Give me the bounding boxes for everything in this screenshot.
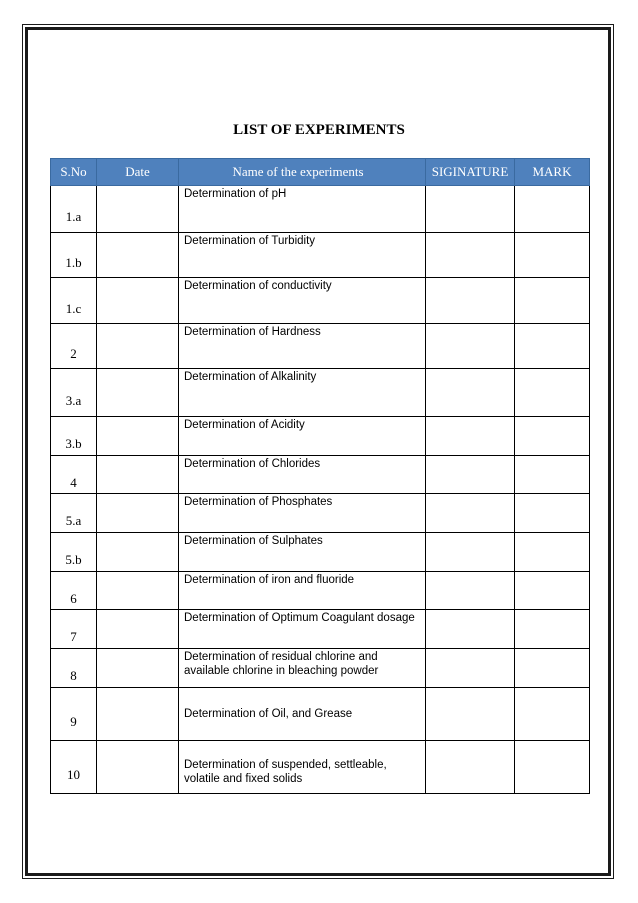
signature-cell[interactable]: [426, 533, 515, 572]
experiment-name-cell: Determination of Oil, and Grease: [179, 688, 426, 741]
experiment-name-cell: Determination of iron and fluoride: [179, 572, 426, 610]
sno-cell: 10: [51, 741, 97, 794]
sno-cell: 7: [51, 610, 97, 649]
table-row: [51, 610, 590, 649]
experiment-name-cell: Determination of Optimum Coagulant dosage: [179, 610, 426, 649]
experiment-name-cell: Determination of Hardness: [179, 324, 426, 369]
table-row: [51, 324, 590, 369]
date-cell[interactable]: [97, 688, 179, 741]
mark-cell[interactable]: [515, 456, 590, 494]
page-title: LIST OF EXPERIMENTS: [233, 122, 405, 138]
experiment-name-cell: Determination of Alkalinity: [179, 369, 426, 417]
experiment-name-cell: Determination of Turbidity: [179, 233, 426, 278]
experiments-table: [50, 158, 590, 794]
sno-cell: 5.b: [51, 533, 97, 572]
sno-cell: 6: [51, 572, 97, 610]
mark-cell[interactable]: [515, 233, 590, 278]
date-cell[interactable]: [97, 741, 179, 794]
experiment-name-cell: Determination of Phosphates: [179, 494, 426, 533]
sno-cell: 5.a: [51, 494, 97, 533]
table-header-row: [51, 159, 590, 186]
date-cell[interactable]: [97, 417, 179, 456]
mark-cell[interactable]: [515, 533, 590, 572]
signature-cell[interactable]: [426, 417, 515, 456]
table-row: [51, 278, 590, 324]
mark-cell[interactable]: [515, 649, 590, 688]
sno-cell: 1.b: [51, 233, 97, 278]
sno-cell: 4: [51, 456, 97, 494]
signature-cell[interactable]: [426, 572, 515, 610]
signature-cell[interactable]: [426, 649, 515, 688]
date-cell[interactable]: [97, 186, 179, 233]
table-row: [51, 456, 590, 494]
table-row: [51, 369, 590, 417]
signature-cell[interactable]: [426, 610, 515, 649]
table-row: [51, 649, 590, 688]
header-date: Date: [97, 159, 179, 186]
experiment-name-cell: Determination of suspended, settleable, volatile and fixed solids: [179, 741, 426, 794]
table-row: [51, 533, 590, 572]
signature-cell[interactable]: [426, 324, 515, 369]
table-row: [51, 233, 590, 278]
header-signature: SIGINATURE: [426, 159, 515, 186]
date-cell[interactable]: [97, 233, 179, 278]
sno-cell: 1.c: [51, 278, 97, 324]
experiment-name-cell: Determination of Acidity: [179, 417, 426, 456]
date-cell[interactable]: [97, 572, 179, 610]
mark-cell[interactable]: [515, 369, 590, 417]
experiment-name-cell: Determination of Sulphates: [179, 533, 426, 572]
experiment-name-cell: Determination of conductivity: [179, 278, 426, 324]
date-cell[interactable]: [97, 456, 179, 494]
signature-cell[interactable]: [426, 233, 515, 278]
date-cell[interactable]: [97, 533, 179, 572]
sno-cell: 8: [51, 649, 97, 688]
sno-cell: 9: [51, 688, 97, 741]
signature-cell[interactable]: [426, 494, 515, 533]
signature-cell[interactable]: [426, 186, 515, 233]
mark-cell[interactable]: [515, 417, 590, 456]
table-row: [51, 494, 590, 533]
mark-cell[interactable]: [515, 741, 590, 794]
date-cell[interactable]: [97, 610, 179, 649]
mark-cell[interactable]: [515, 278, 590, 324]
date-cell[interactable]: [97, 324, 179, 369]
sno-cell: 1.a: [51, 186, 97, 233]
signature-cell[interactable]: [426, 369, 515, 417]
date-cell[interactable]: [97, 649, 179, 688]
experiment-name-cell: Determination of residual chlorine and available chlorine in bleaching powder: [179, 649, 426, 688]
signature-cell[interactable]: [426, 741, 515, 794]
signature-cell[interactable]: [426, 688, 515, 741]
mark-cell[interactable]: [515, 186, 590, 233]
sno-cell: 2: [51, 324, 97, 369]
table-row: [51, 186, 590, 233]
date-cell[interactable]: [97, 369, 179, 417]
header-name: Name of the experiments: [179, 159, 426, 186]
mark-cell[interactable]: [515, 494, 590, 533]
sno-cell: 3.b: [51, 417, 97, 456]
experiment-name-cell: Determination of Chlorides: [179, 456, 426, 494]
mark-cell[interactable]: [515, 610, 590, 649]
date-cell[interactable]: [97, 278, 179, 324]
mark-cell[interactable]: [515, 324, 590, 369]
experiment-name-cell: Determination of pH: [179, 186, 426, 233]
date-cell[interactable]: [97, 494, 179, 533]
sno-cell: 3.a: [51, 369, 97, 417]
signature-cell[interactable]: [426, 278, 515, 324]
mark-cell[interactable]: [515, 572, 590, 610]
header-sno: S.No: [51, 159, 97, 186]
mark-cell[interactable]: [515, 688, 590, 741]
signature-cell[interactable]: [426, 456, 515, 494]
table-row: [51, 417, 590, 456]
table-row: [51, 572, 590, 610]
header-mark: MARK: [515, 159, 590, 186]
table-row: [51, 741, 590, 794]
table-row: [51, 688, 590, 741]
